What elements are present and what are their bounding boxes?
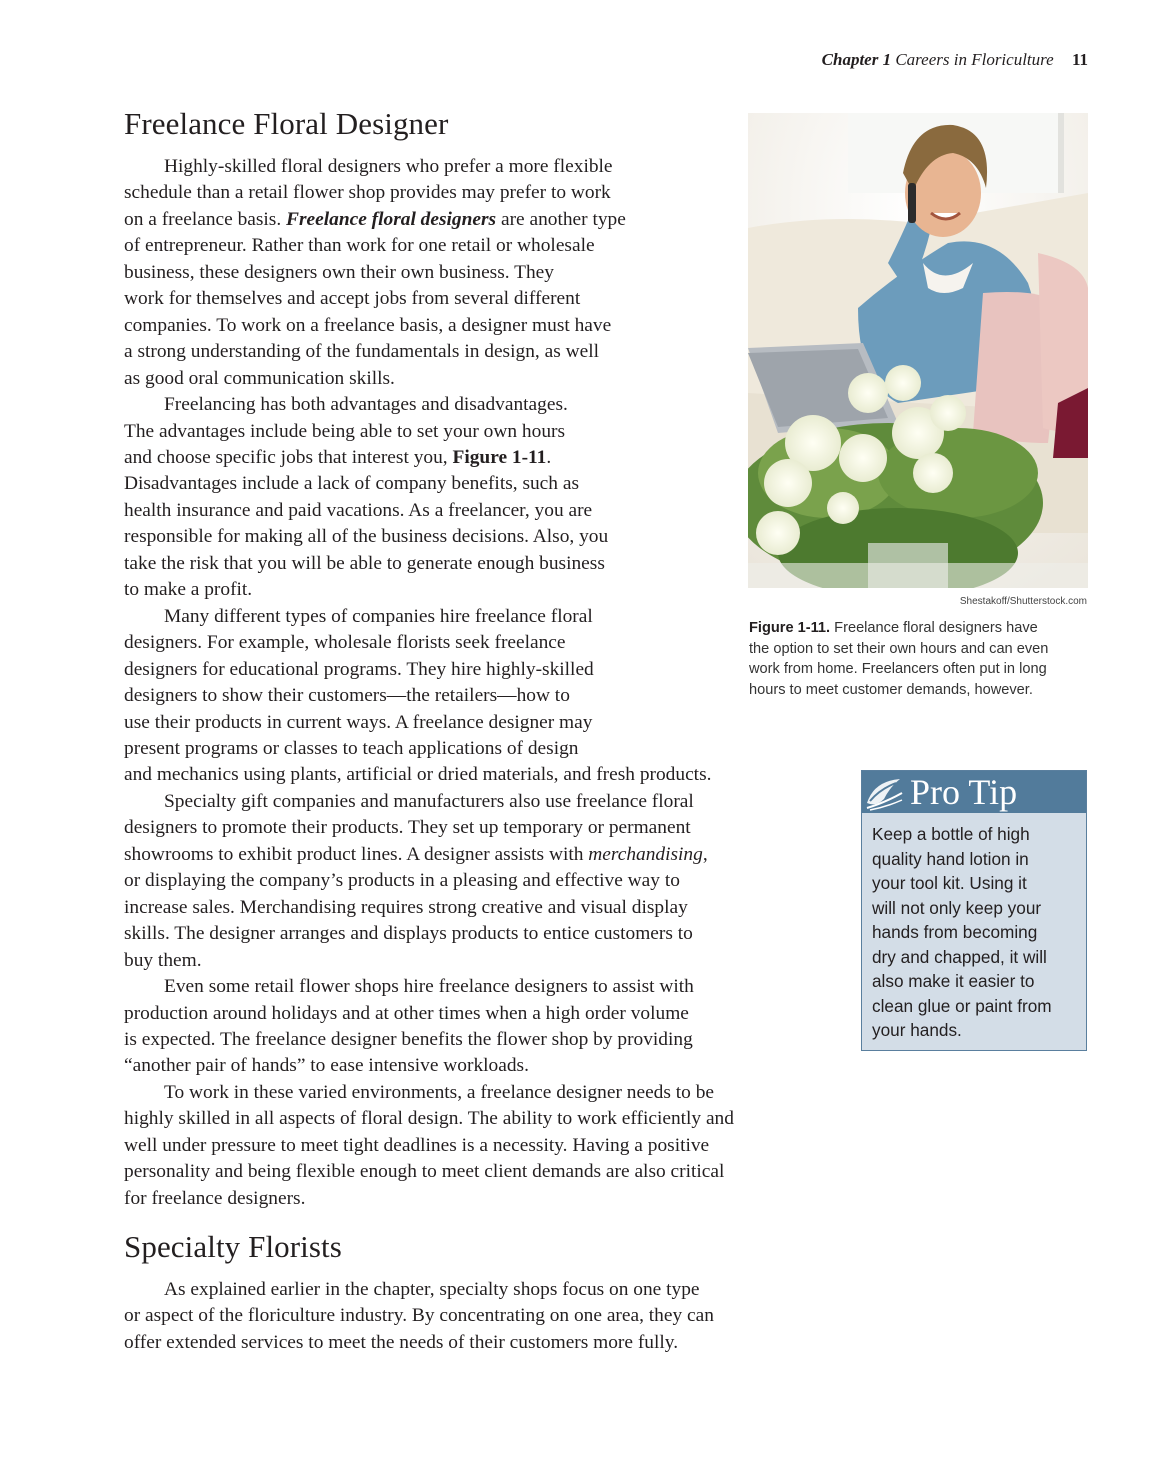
text-line: is expected. The freelance designer benefits the flower shop by providing	[124, 1028, 693, 1050]
text-run: ,	[702, 843, 708, 865]
text-line: for freelance designers.	[124, 1187, 306, 1209]
text-line: increase sales. Merchandising requires strong creative and visual display	[124, 896, 688, 918]
text-line: designers to promote their products. They set up temporary or permanent	[124, 817, 691, 839]
text-line: highly skilled in all aspects of floral design. The ability to work efficiently and	[124, 1108, 734, 1130]
text-line: use their products in current ways. A freelance designer may	[124, 711, 593, 733]
caption-line: the option to set their own hours and can even	[749, 640, 1049, 657]
text-line: Even some retail flower shops hire freelance designers to assist with	[164, 976, 694, 998]
text-line: work for themselves and accept jobs from several different	[124, 288, 581, 310]
text-line: As explained earlier in the chapter, specialty shops focus on one type	[164, 1279, 700, 1300]
section-heading-freelance-floral-designer: Freelance Floral Designer	[124, 106, 449, 141]
section-body-freelance	[124, 154, 734, 1212]
text-line: designers for educational programs. They hire highly-skilled	[124, 658, 594, 680]
text-line	[124, 445, 734, 471]
text-run: and choose specific jobs that interest you,	[124, 446, 453, 468]
page-number: 11	[1071, 50, 1088, 69]
text-line: skills. The designer arranges and displays products to entice customers to	[124, 923, 693, 945]
chapter-label: Chapter 1	[821, 50, 892, 69]
text-line	[124, 207, 734, 233]
text-line: offer extended services to meet the needs of their customers more fully.	[124, 1331, 679, 1353]
text-line: The advantages include being able to set your own hours	[124, 420, 566, 442]
text-line: responsible for making all of the business decisions. Also, you	[124, 526, 609, 548]
caption-line: work from home. Freelancers often put in long	[749, 661, 1047, 678]
text-line: personality and being flexible enough to meet client demands are also critical	[124, 1161, 725, 1183]
pro-tip-box	[861, 770, 1087, 1051]
figure-reference-link[interactable]: Figure 1-11	[452, 446, 547, 468]
chapter-title: Careers in Floriculture	[895, 50, 1054, 69]
pro-tip-line: will not only keep your	[872, 897, 1042, 918]
figure-caption	[749, 618, 1094, 701]
running-head	[822, 50, 1088, 70]
leaf-swirl-icon	[864, 773, 904, 811]
text-line: health insurance and paid vacations. As a freelancer, you are	[124, 499, 593, 521]
text-line: and mechanics using plants, artificial or dried materials, and fresh products.	[124, 764, 712, 786]
pro-tip-header	[862, 771, 1086, 813]
text-line: a strong understanding of the fundamentals in design, as well	[124, 341, 599, 363]
text-line: To work in these varied environments, a freelance designer needs to be	[164, 1081, 714, 1103]
text-line: business, these designers own their own business. They	[124, 261, 554, 283]
photo-woman-on-sofa-with-flowers-icon	[748, 113, 1088, 588]
text-line: designers. For example, wholesale florists seek freelance	[124, 632, 566, 654]
text-line: production around holidays and at other times when a high order volume	[124, 1002, 689, 1024]
text-line: companies. To work on a freelance basis, a designer must have	[124, 314, 612, 336]
text-line: take the risk that you will be able to generate enough business	[124, 552, 605, 574]
text-line: well under pressure to meet tight deadlines is a necessity. Having a positive	[124, 1134, 710, 1156]
text-line: designers to show their customers—the retailers—how to	[124, 685, 570, 707]
key-term-merchandising: merchandising	[588, 843, 703, 865]
text-line: Freelancing has both advantages and disadvantages.	[164, 394, 568, 416]
pro-tip-title: Pro Tip	[910, 772, 1018, 812]
text-run: .	[546, 446, 552, 468]
text-line: present programs or classes to teach applications of design	[124, 737, 579, 759]
pro-tip-line: hands from becoming	[872, 922, 1038, 942]
text-line: or displaying the company’s products in a pleasing and effective way to	[124, 870, 680, 892]
text-run: are another type	[496, 208, 626, 230]
text-line	[124, 842, 734, 868]
figure-label: Figure 1-11.	[749, 620, 831, 636]
text-run: showrooms to exhibit product lines. A designer assists with	[124, 843, 589, 865]
pro-tip-line: Keep a bottle of high	[872, 824, 1030, 844]
pro-tip-line: also make it easier to	[872, 971, 1035, 991]
text-line: Highly-skilled floral designers who prefer a more flexible	[164, 156, 613, 177]
figure-photo	[748, 113, 1088, 588]
text-line: buy them.	[124, 949, 202, 971]
text-line: of entrepreneur. Rather than work for one retail or wholesale	[124, 235, 595, 257]
pro-tip-line: quality hand lotion in	[872, 848, 1029, 869]
text-line: to make a profit.	[124, 579, 253, 601]
section-body-specialty	[124, 1277, 714, 1356]
text-line: “another pair of hands” to ease intensive workloads.	[124, 1055, 529, 1077]
photo-credit: Shestakoff/Shutterstock.com	[959, 596, 1087, 607]
text-line: as good oral communication skills.	[124, 367, 395, 389]
pro-tip-line: clean glue or paint from	[872, 995, 1052, 1016]
text-line: Disadvantages include a lack of company benefits, such as	[124, 473, 579, 495]
text-line: Many different types of companies hire freelance floral	[164, 605, 593, 627]
text-line: schedule than a retail flower shop provides may prefer to work	[124, 182, 611, 204]
section-heading-specialty-florists: Specialty Florists	[124, 1229, 342, 1264]
caption-line: Freelance floral designers have	[834, 620, 1038, 636]
text-line: Specialty gift companies and manufacturers also use freelance floral	[164, 790, 694, 812]
pro-tip-body	[862, 813, 1086, 1043]
key-term-freelance-floral-designers: Freelance floral designers	[286, 208, 497, 230]
text-run: on a freelance basis.	[124, 208, 287, 230]
text-line: or aspect of the floriculture industry. By concentrating on one area, they can	[124, 1305, 714, 1327]
pro-tip-line: dry and chapped, it will	[872, 946, 1047, 967]
caption-line: hours to meet customer demands, however.	[749, 682, 1033, 699]
pro-tip-line: your hands.	[872, 1020, 962, 1040]
pro-tip-line: your tool kit. Using it	[872, 873, 1027, 893]
